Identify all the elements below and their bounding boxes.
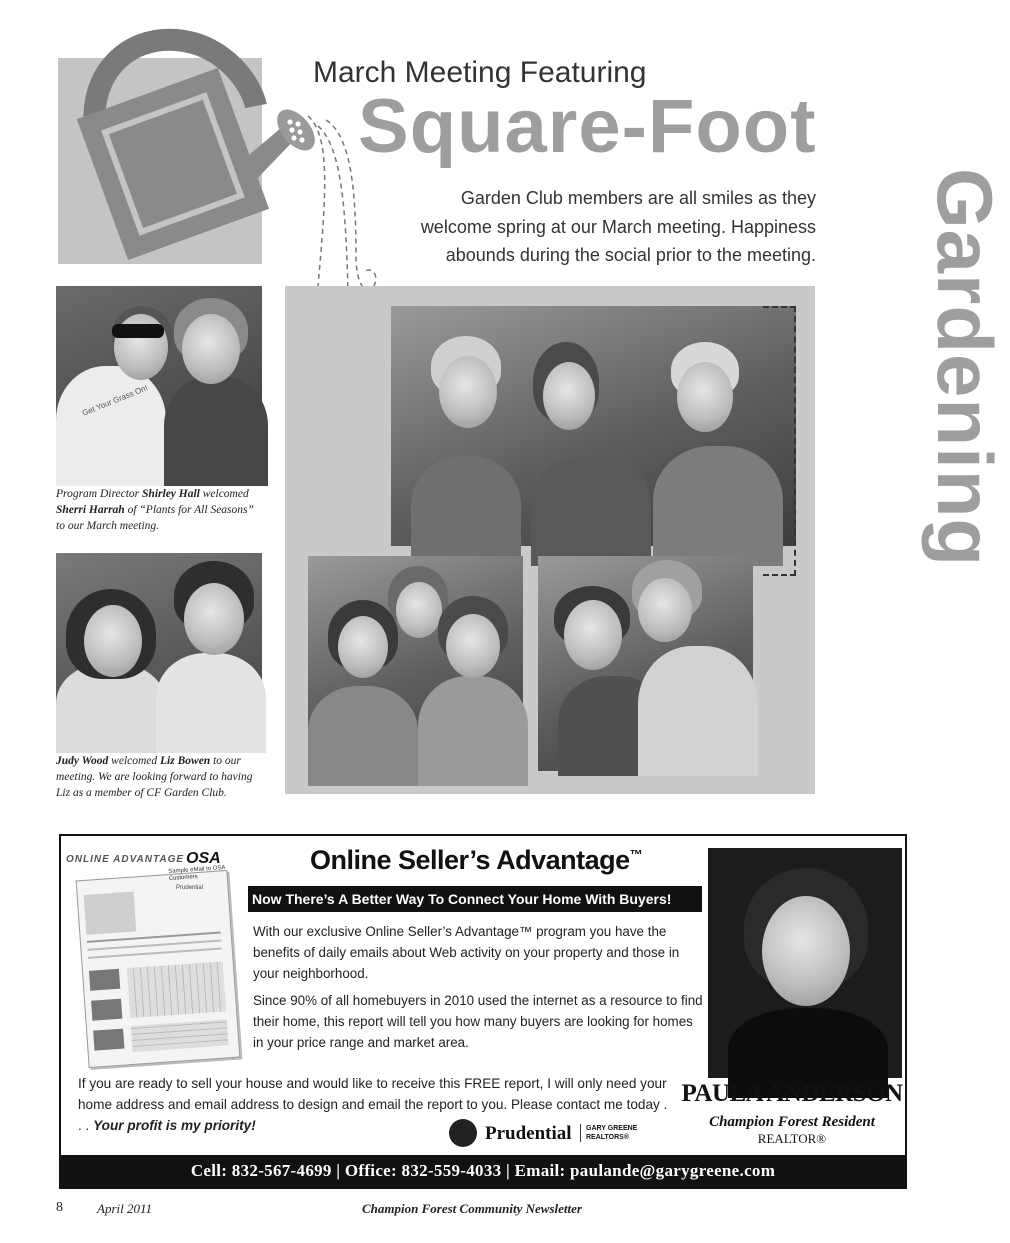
footer-publication: Champion Forest Community Newsletter bbox=[362, 1201, 582, 1216]
photo-two-members-hug bbox=[538, 556, 753, 771]
osa-logo-text: ONLINE ADVANTAGE bbox=[66, 854, 185, 865]
ad-paragraph-1: With our exclusive Online Seller’s Advantage™ program you have the benefits of daily emails about Web activity on your property and those in your neighborhood. bbox=[253, 924, 680, 981]
sample-report-image bbox=[76, 865, 241, 1068]
prudential-logo: Prudential bbox=[485, 1123, 572, 1144]
ad-banner: Now There’s A Better Way To Connect Your Home With Buyers! bbox=[248, 886, 702, 912]
photo-shirley-sherri bbox=[56, 286, 262, 477]
osa-logo-badge: OSA bbox=[186, 850, 221, 867]
heading-kicker: March Meeting Featuring bbox=[313, 56, 647, 89]
intro-text bbox=[380, 184, 816, 270]
intro-line-3: abounds during the social prior to the meeting. bbox=[445, 245, 816, 265]
ad-paragraph-3: If you are ready to sell your house and would like to receive this FREE report, I will only need your home address and email address to design and email the report to you. Please contact me today . . . Your profit is my priority! bbox=[78, 1076, 668, 1133]
prudential-rock-icon bbox=[449, 1119, 477, 1147]
caption-1: Program Director Shirley Hall welcomed Sherri Harrah of “Plants for All Seasons” to our March meeting. bbox=[56, 488, 254, 532]
footer-date: April 2011 bbox=[97, 1201, 153, 1216]
photo-three-members bbox=[391, 306, 796, 546]
agent-role: REALTOR® bbox=[757, 1131, 827, 1146]
intro-line-1: Garden Club members are all smiles as they bbox=[460, 188, 816, 208]
intro-line-2: welcome spring at our March meeting. Happiness bbox=[420, 216, 816, 237]
photo-dashed-border bbox=[763, 306, 796, 576]
sample-report-brand: Prudential bbox=[176, 885, 204, 891]
sample-note: Sample eMail to OSA Customers bbox=[168, 865, 226, 883]
gary-greene-logo: GARY GREENE REALTORS® bbox=[580, 1124, 637, 1142]
heading-vertical: Gardening bbox=[921, 168, 1009, 568]
photo-group-three bbox=[308, 556, 523, 771]
heading-title: Square-Foot bbox=[358, 84, 817, 169]
ad-paragraph-2: Since 90% of all homebuyers in 2010 used the internet as a resource to find their home, this report will tell you how many buyers are looking for homes in your price range and market area. bbox=[253, 993, 703, 1050]
agent-name: PAULA ANDERSON bbox=[681, 1080, 903, 1107]
ad-title: Online Seller’s Advantage™ bbox=[310, 845, 643, 875]
agent-title: Champion Forest Resident bbox=[709, 1114, 875, 1130]
page-number: 8 bbox=[56, 1200, 63, 1215]
photo-judy-liz bbox=[56, 553, 262, 744]
caption-2: Judy Wood welcomed Liz Bowen to our meeting. We are looking forward to having Liz as a member of CF Garden Club. bbox=[56, 755, 253, 799]
contact-bar: Cell: 832-567-4699 | Office: 832-559-4033 | Email: paulande@garygreene.com bbox=[61, 1155, 905, 1187]
shirt-text: Get Your Grass On! bbox=[80, 383, 149, 418]
agent-portrait bbox=[708, 848, 902, 1078]
